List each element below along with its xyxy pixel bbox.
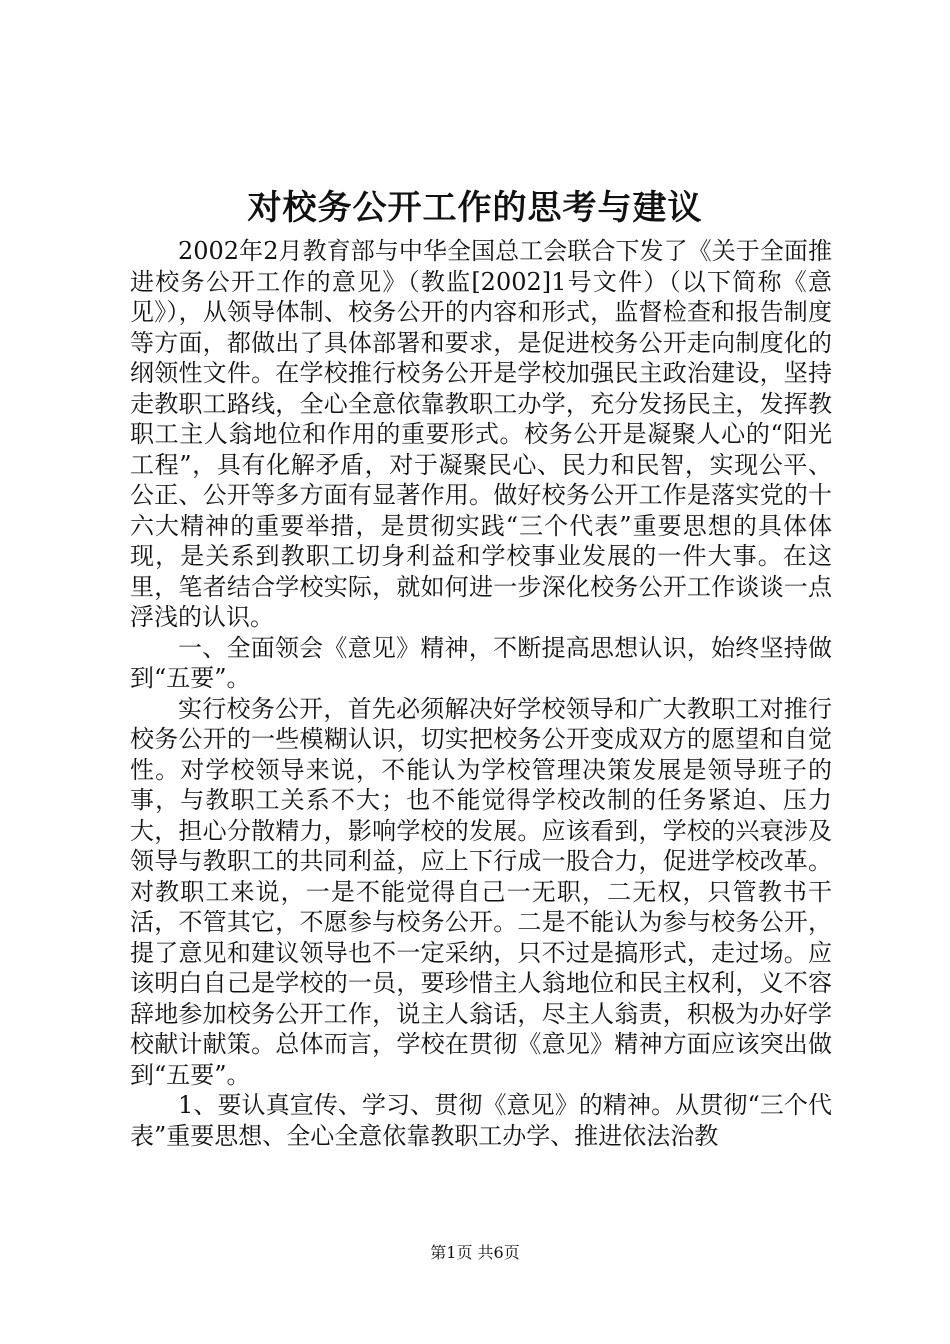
paragraph-section-1: 实行校务公开，首先必须解决好学校领导和广大教职工对推行校务公开的一些模糊认识，切实把校务公开变成双方的愿望和自觉性。对学校领导来说，不能认为学校管理决策发展是领导班子的事，与教职工关系不大；也不能觉得学校改制的任务紧迫、压力大，担心分散精力，影响学校的发展。应该看到，学校的兴衰涉及领导与教职工的共同利益，应上下行成一股合力，促进学校改革。对教职工来说，一是不能觉得自己一无职，二无权，只管教书干活，不管其它，不愿参与校务公开。二是不能认为参与校务公开，提了意见和建议领导也不一定采纳，只不过是搞形式，走过场。应该明白自己是学校的一员，要珍惜主人翁地位和民主权利，义不容辞地参加校务公开工作，说主人翁话，尽主人翁责，积极为办好学校献计献策。总体而言，学校在贯彻《意见》精神方面应该突出做到“五要”。 bbox=[130, 694, 832, 1089]
paragraph-intro: 2002年2月教育部与中华全国总工会联合下发了《关于全面推进校务公开工作的意见》（教监[2002]1号文件）（以下简称《意见》），从领导体制、校务公开的内容和形式，监督检查和报告制度等方面，都做出了具体部署和要求，是促进校务公开走向制度化的纲领性文件。在学校推行校务公开是学校加强民主政治建设，坚持走教职工路线，全心全意依靠教职工办学，充分发扬民主，发挥教职工主人翁地位和作用的重要形式。校务公开是凝聚人心的“阳光工程”，具有化解矛盾，对于凝聚民心、民力和民智，实现公平、公正、公开等多方面有显著作用。做好校务公开工作是落实党的十六大精神的重要举措，是贯彻实践“三个代表”重要思想的具体体现，是关系到教职工切身利益和学校事业发展的一件大事。在这里，笔者结合学校实际，就如何进一步深化校务公开工作谈谈一点浮浅的认识。 bbox=[130, 237, 832, 631]
document-body bbox=[130, 236, 832, 1151]
section-heading-1: 一、全面领会《意见》精神，不断提高思想认识，始终坚持做到“五要”。 bbox=[130, 633, 832, 692]
page-footer: 第1页 共6页 bbox=[430, 1243, 520, 1262]
document-title: 对校务公开工作的思考与建议 bbox=[247, 188, 703, 228]
list-item-1: 1、要认真宣传、学习、贯彻《意见》的精神。从贯彻“三个代表”重要思想、全心全意依靠教职工办学、推进依法治教 bbox=[130, 1091, 832, 1150]
